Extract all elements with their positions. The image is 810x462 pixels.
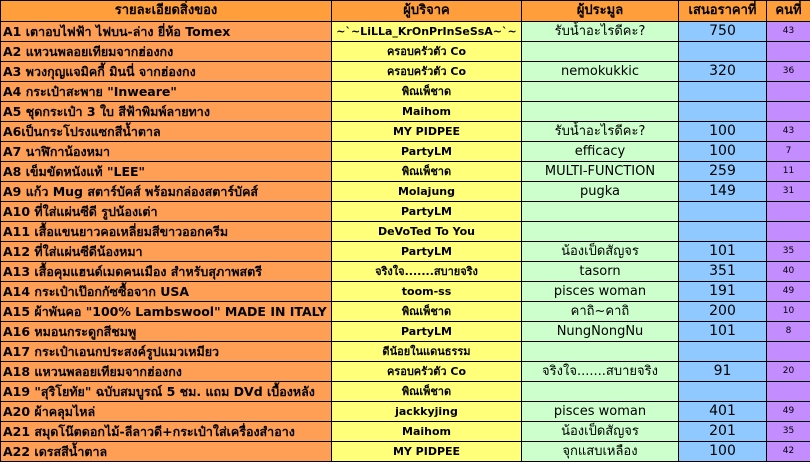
table-row	[1, 322, 810, 342]
table-row	[1, 282, 810, 302]
bidder-cell[interactable]: รับน้ำอะไรดีคะ?	[522, 22, 679, 42]
price-cell[interactable]	[679, 202, 767, 222]
item-cell[interactable]: A4 กระเป๋าสะพาย "Inweare"	[1, 82, 332, 102]
price-cell[interactable]: 100	[679, 442, 767, 462]
bidder-cell[interactable]: tasorn	[522, 262, 679, 282]
item-cell[interactable]: A14 กระเป๋าเป๊อกกัซซื้อจาก USA	[1, 282, 332, 302]
table-row	[1, 402, 810, 422]
bidder-cell[interactable]	[522, 202, 679, 222]
count-cell[interactable]: 7	[767, 142, 810, 162]
table-row	[1, 42, 810, 62]
item-cell[interactable]: A21 สมุดโน๊ตดอกไม้-ลีลาวดี+กระเป๋าใส่เครื่องสำอาง	[1, 422, 332, 442]
count-cell[interactable]: 10	[767, 302, 810, 322]
count-cell[interactable]	[767, 342, 810, 362]
donor-cell[interactable]: พิณเพ็ชาด	[332, 162, 522, 182]
table-row	[1, 242, 810, 262]
donor-cell[interactable]: ~`~LiLLa_KrOnPrInSeSsA~`~	[332, 22, 522, 42]
count-cell[interactable]	[767, 202, 810, 222]
bidder-cell[interactable]: MULTI-FUNCTION	[522, 162, 679, 182]
bidder-cell[interactable]: pisces woman	[522, 402, 679, 422]
table-row	[1, 22, 810, 42]
item-cell[interactable]: A9 แก้ว Mug สตาร์บัคส์ พร้อมกล่องสตาร์บัคส์	[1, 182, 332, 202]
item-cell[interactable]: A12 ที่ใส่แผ่นซีดีน้องหมา	[1, 242, 332, 262]
donor-cell[interactable]: PartyLM	[332, 202, 522, 222]
bidder-cell[interactable]: NungNongNu	[522, 322, 679, 342]
donor-cell[interactable]: ครอบครัวตัว Co	[332, 362, 522, 382]
table-row	[1, 102, 810, 122]
price-cell[interactable]: 100	[679, 122, 767, 142]
bidder-cell[interactable]	[522, 382, 679, 402]
item-cell[interactable]: A7 นาฬิกาน้องหมา	[1, 142, 332, 162]
price-cell[interactable]: 100	[679, 142, 767, 162]
count-cell[interactable]	[767, 82, 810, 102]
count-cell[interactable]: 31	[767, 182, 810, 202]
donor-cell[interactable]: ครอบครัวตัว Co	[332, 62, 522, 82]
table-row	[1, 142, 810, 162]
item-cell[interactable]: A20 ผ้าคลุมไหล่	[1, 402, 332, 422]
item-cell[interactable]: A11 เสื้อแขนยาวคอเหลี่ยมสีขาวออกครีม	[1, 222, 332, 242]
count-cell[interactable]: 40	[767, 262, 810, 282]
header-bidder[interactable]: ผู้ประมูล	[522, 1, 679, 22]
count-cell[interactable]: 43	[767, 122, 810, 142]
table-row	[1, 262, 810, 282]
donor-cell[interactable]: toom-ss	[332, 282, 522, 302]
bidder-cell[interactable]: น้องเป็ดสัญจร	[522, 242, 679, 262]
count-cell[interactable]: 20	[767, 362, 810, 382]
bidder-cell[interactable]: nemokukkic	[522, 62, 679, 82]
bidder-cell[interactable]	[522, 222, 679, 242]
header-count[interactable]: คนที่	[767, 1, 810, 22]
donor-cell[interactable]: Molajung	[332, 182, 522, 202]
donor-cell[interactable]: พิณเพ็ชาด	[332, 302, 522, 322]
bidder-cell[interactable]: รับน้ำอะไรดีคะ?	[522, 122, 679, 142]
price-cell[interactable]: 259	[679, 162, 767, 182]
table-row	[1, 182, 810, 202]
price-cell[interactable]: 750	[679, 22, 767, 42]
count-cell[interactable]	[767, 102, 810, 122]
donor-cell[interactable]: MY PIDPEE	[332, 122, 522, 142]
item-cell[interactable]: A16 หมอนกระดูกสีชมพู	[1, 322, 332, 342]
bidder-cell[interactable]	[522, 102, 679, 122]
table-row	[1, 302, 810, 322]
count-cell[interactable]: 42	[767, 442, 810, 462]
price-cell[interactable]: 200	[679, 302, 767, 322]
price-cell[interactable]	[679, 102, 767, 122]
item-cell[interactable]: A2 แหวนพลอยเทียมจากฮ่องกง	[1, 42, 332, 62]
donor-cell[interactable]: PartyLM	[332, 322, 522, 342]
price-cell[interactable]	[679, 82, 767, 102]
table-row	[1, 162, 810, 182]
item-cell[interactable]: A22 เดรสสีน้ำตาล	[1, 442, 332, 462]
price-cell[interactable]: 401	[679, 402, 767, 422]
bidder-cell[interactable]	[522, 42, 679, 62]
bidder-cell[interactable]: น้องเป็ดสัญจร	[522, 422, 679, 442]
item-cell[interactable]: A15 ผ้าพันคอ "100% Lambswool" MADE IN ITALY	[1, 302, 332, 322]
price-cell[interactable]: 101	[679, 322, 767, 342]
count-cell[interactable]: 8	[767, 322, 810, 342]
item-cell[interactable]: A3 พวงกุญแจมิคกี้ มินนี่ จากฮ่องกง	[1, 62, 332, 82]
table-row	[1, 342, 810, 362]
bidder-cell[interactable]: pisces woman	[522, 282, 679, 302]
count-cell[interactable]	[767, 222, 810, 242]
table-row	[1, 62, 810, 82]
table-row	[1, 442, 810, 462]
item-cell[interactable]: A8 เข็มขัดหนังแท้ "LEE"	[1, 162, 332, 182]
item-cell[interactable]: A1 เตาอบไฟฟ้า ไฟบน-ล่าง ยี่ห้อ Tomex	[1, 22, 332, 42]
price-cell[interactable]: 201	[679, 422, 767, 442]
donor-cell[interactable]: DeVoTed To You	[332, 222, 522, 242]
item-cell[interactable]: A6เป็นกระโปรงแซกสีน้ำตาล	[1, 122, 332, 142]
table-row	[1, 82, 810, 102]
item-cell[interactable]: A13 เสื้อคุมแฮนด์เมดคนเมือง สำหรับสุภาพสตรี	[1, 262, 332, 282]
price-cell[interactable]: 101	[679, 242, 767, 262]
donor-cell[interactable]: จริงใจ.......สบายจริง	[332, 262, 522, 282]
bidder-cell[interactable]	[522, 82, 679, 102]
count-cell[interactable]: 49	[767, 402, 810, 422]
item-cell[interactable]: A18 แหวนพลอยเทียมจากฮ่องกง	[1, 362, 332, 382]
table-row	[1, 362, 810, 382]
donor-cell[interactable]: ดีน้อยในแดนธรรม	[332, 342, 522, 362]
donor-cell[interactable]: MY PIDPEE	[332, 442, 522, 462]
price-cell[interactable]	[679, 342, 767, 362]
header-donor[interactable]: ผู้บริจาค	[332, 1, 522, 22]
price-cell[interactable]: 91	[679, 362, 767, 382]
count-cell[interactable]: 49	[767, 282, 810, 302]
price-cell[interactable]	[679, 42, 767, 62]
count-cell[interactable]: 35	[767, 242, 810, 262]
donor-cell[interactable]: พิณเพ็ชาด	[332, 382, 522, 402]
table-body	[1, 22, 810, 462]
donor-cell[interactable]: PartyLM	[332, 242, 522, 262]
price-cell[interactable]	[679, 222, 767, 242]
donor-cell[interactable]: Maihom	[332, 102, 522, 122]
count-cell[interactable]: 43	[767, 22, 810, 42]
count-cell[interactable]: 36	[767, 62, 810, 82]
table-row	[1, 122, 810, 142]
count-cell[interactable]	[767, 42, 810, 62]
count-cell[interactable]: 35	[767, 422, 810, 442]
table-row	[1, 202, 810, 222]
item-cell[interactable]: A19 "สุริโยทัย" ฉบับสมบูรณ์ 5 ชม. แถม DVd เบื้องหลัง	[1, 382, 332, 402]
count-cell[interactable]: 11	[767, 162, 810, 182]
donor-cell[interactable]: jackkyjing	[332, 402, 522, 422]
bidder-cell[interactable]: คาถิ~คาถิ	[522, 302, 679, 322]
table-row	[1, 422, 810, 442]
header-price[interactable]: เสนอราคาที่	[679, 1, 767, 22]
bidder-cell[interactable]: จุกแสบเหลือง	[522, 442, 679, 462]
donor-cell[interactable]: Maihom	[332, 422, 522, 442]
item-cell[interactable]: A5 ชุดกระเป๋า 3 ใบ สีฟ้าพิมพ์ลายทาง	[1, 102, 332, 122]
count-cell[interactable]	[767, 382, 810, 402]
price-cell[interactable]: 191	[679, 282, 767, 302]
table-row	[1, 222, 810, 242]
donor-cell[interactable]: ครอบครัวตัว Co	[332, 42, 522, 62]
bidder-cell[interactable]: efficacy	[522, 142, 679, 162]
price-cell[interactable]	[679, 382, 767, 402]
bidder-cell[interactable]: จริงใจ.......สบายจริง	[522, 362, 679, 382]
item-cell[interactable]: A10 ที่ใส่แผ่นซีดี รูปน้องเต่า	[1, 202, 332, 222]
price-cell[interactable]: 351	[679, 262, 767, 282]
item-cell[interactable]: A17 กระเป๋าเอนกประสงค์รูปแมวเหมียว	[1, 342, 332, 362]
price-cell[interactable]: 149	[679, 182, 767, 202]
price-cell[interactable]: 320	[679, 62, 767, 82]
table-row	[1, 382, 810, 402]
header-row	[1, 1, 810, 22]
donor-cell[interactable]: PartyLM	[332, 142, 522, 162]
bidder-cell[interactable]	[522, 342, 679, 362]
donor-cell[interactable]: พิณเพ็ชาด	[332, 82, 522, 102]
bidder-cell[interactable]: pugka	[522, 182, 679, 202]
header-item[interactable]: รายละเอียดสิ่งของ	[1, 1, 332, 22]
